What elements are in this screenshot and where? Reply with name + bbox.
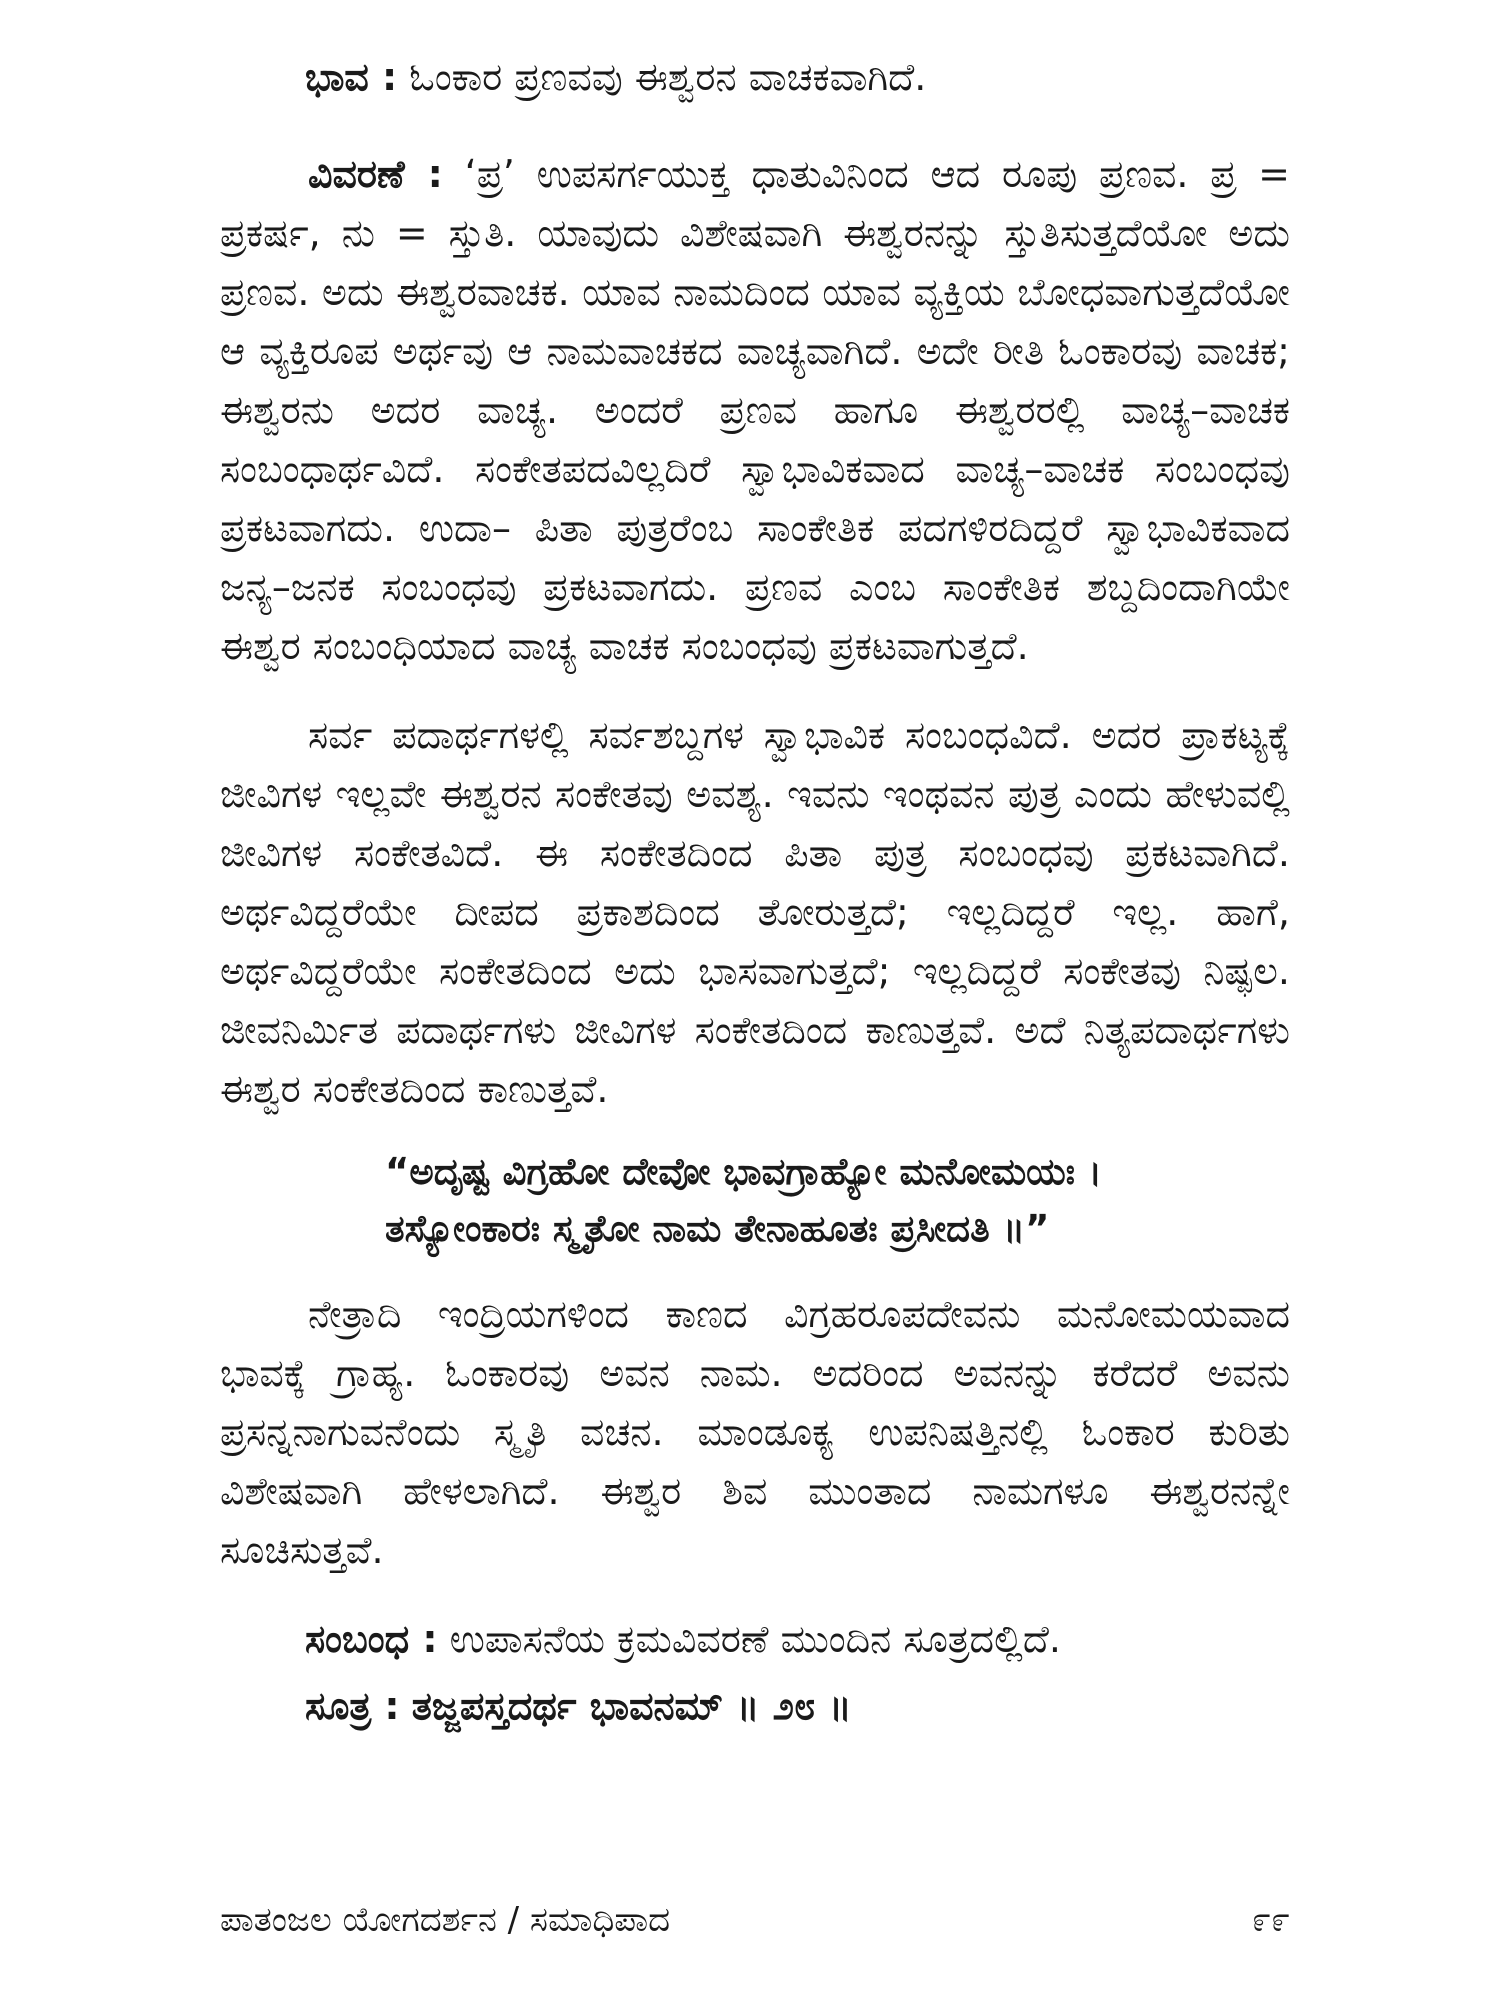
page-footer (220, 1895, 1290, 1945)
vivarane-paragraph (220, 145, 1290, 676)
verse-line-2: ತಸ್ಯೋಂಕಾರಃ ಸ್ಮೃತೋ ನಾಮ ತೇನಾಹೂತಃ ಪ್ರಸೀದತಿ ॥” (385, 1207, 1050, 1250)
page-number: ೯೯ (1251, 1900, 1290, 1940)
body-paragraph-2: ಸರ್ವ ಪದಾರ್ಥಗಳಲ್ಲಿ ಸರ್ವಶಬ್ದಗಳ ಸ್ವಾಭಾವಿಕ ಸಂಬಂಧವಿದೆ. ಅದರ ಪ್ರಾಕಟ್ಯಕ್ಕೆ ಜೀವಿಗಳ ಇಲ್ಲವೇ ಈಶ್ವರನ ಸಂಕೇತವು ಅವಶ್ಯ. ಇವನು ಇಂಥವನ ಪುತ್ರ ಎಂದು ಹೇಳುವಲ್ಲಿ ಜೀವಿಗಳ ಸಂಕೇತವಿದೆ. ಈ ಸಂಕೇತದಿಂದ ಪಿತಾ ಪುತ್ರ ಸಂಬಂಧವು ಪ್ರಕಟವಾಗಿದೆ. ಅರ್ಥವಿದ್ದರೆಯೇ ದೀಪದ ಪ್ರಕಾಶದಿಂದ ತೋರುತ್ತದೆ; ಇಲ್ಲದಿದ್ದರೆ ಇಲ್ಲ. ಹಾಗೆ, ಅರ್ಥವಿದ್ದರೆಯೇ ಸಂಕೇತದಿಂದ ಅದು ಭಾಸವಾಗುತ್ತದೆ; ಇಲ್ಲದಿದ್ದರೆ ಸಂಕೇತವು ನಿಷ್ಫಲ. ಜೀವನಿರ್ಮಿತ ಪದಾರ್ಥಗಳು ಜೀವಿಗಳ ಸಂಕೇತದಿಂದ ಕಾಣುತ್ತವೆ. ಅದೆ ನಿತ್ಯಪದಾರ್ಥಗಳು ಈಶ್ವರ ಸಂಕೇತದಿಂದ ಕಾಣುತ್ತವೆ. (220, 713, 1290, 1111)
sambandha-paragraph (220, 1610, 1290, 1669)
body-paragraph-3: ನೇತ್ರಾದಿ ಇಂದ್ರಿಯಗಳಿಂದ ಕಾಣದ ವಿಗ್ರಹರೂಪದೇವನು ಮನೋಮಯವಾದ ಭಾವಕ್ಕೆ ಗ್ರಾಹ್ಯ. ಓಂಕಾರವು ಅವನ ನಾಮ. ಅದರಿಂದ ಅವನನ್ನು ಕರೆದರೆ ಅವನು ಪ್ರಸನ್ನನಾಗುವನೆಂದು ಸ್ಮೃತಿ ವಚನ. ಮಾಂಡೂಕ್ಯ ಉಪನಿಷತ್ತಿನಲ್ಲಿ ಓಂಕಾರ ಕುರಿತು ವಿಶೇಷವಾಗಿ ಹೇಳಲಾಗಿದೆ. ಈಶ್ವರ ಶಿವ ಮುಂತಾದ ನಾಮಗಳೂ ಈಶ್ವರನನ್ನೇ ಸೂಚಿಸುತ್ತವೆ. (220, 1292, 1290, 1572)
bhava-paragraph (220, 48, 1290, 107)
page-content (220, 48, 1290, 1948)
bhava-text: ಓಂಕಾರ ಪ್ರಣವವು ಈಶ್ವರನ ವಾಚಕವಾಗಿದೆ. (409, 55, 927, 99)
bhava-label: ಭಾವ : (305, 55, 398, 99)
sutra-label: ಸೂತ್ರ : (305, 1684, 400, 1728)
verse-line-1: “ಅದೃಷ್ಟ ವಿಗ್ರಹೋ ದೇವೋ ಭಾವಗ್ರಾಹ್ಯೋ ಮನೋಮಯಃ । (385, 1150, 1102, 1193)
book-title: ಪಾತಂಜಲ ಯೋಗದರ್ಶನ / ಸಮಾಧಿಪಾದ (220, 1900, 671, 1940)
sambandha-label: ಸಂಬಂಧ : (305, 1617, 438, 1661)
sutra-text: ತಜ್ಜಪಸ್ತದರ್ಥ ಭಾವನಮ್ ॥ ೨೮ ॥ (411, 1684, 852, 1728)
sanskrit-verse (220, 1143, 1290, 1257)
sutra-paragraph (220, 1677, 1290, 1736)
sambandha-text: ಉಪಾಸನೆಯ ಕ್ರಮವಿವರಣೆ ಮುಂದಿನ ಸೂತ್ರದಲ್ಲಿದೆ. (449, 1617, 1061, 1661)
vivarane-label: ವಿವರಣೆ : (308, 152, 443, 196)
vivarane-text: ‘ಪ್ರ’ ಉಪಸರ್ಗಯುಕ್ತ ಧಾತುವಿನಿಂದ ಆದ ರೂಪು ಪ್ರಣವ. ಪ್ರ = ಪ್ರಕರ್ಷ, ನು = ಸ್ತುತಿ. ಯಾವುದು ವಿಶೇಷವಾಗಿ ಈಶ್ವರನನ್ನು ಸ್ತುತಿಸುತ್ತದೆಯೋ ಅದು ಪ್ರಣವ. ಅದು ಈಶ್ವರವಾಚಕ. ಯಾವ ನಾಮದಿಂದ ಯಾವ ವ್ಯಕ್ತಿಯ ಬೋಧವಾಗುತ್ತದೆಯೋ ಆ ವ್ಯಕ್ತಿರೂಪ ಅರ್ಥವು ಆ ನಾಮವಾಚಕದ ವಾಚ್ಯವಾಗಿದೆ. ಅದೇ ರೀತಿ ಓಂಕಾರವು ವಾಚಕ; ಈಶ್ವರನು ಅದರ ವಾಚ್ಯ. ಅಂದರೆ ಪ್ರಣವ ಹಾಗೂ ಈಶ್ವರರಲ್ಲಿ ವಾಚ್ಯ–ವಾಚಕ ಸಂಬಂಧಾರ್ಥವಿದೆ. ಸಂಕೇತಪದವಿಲ್ಲದಿರೆ ಸ್ವಾಭಾವಿಕವಾದ ವಾಚ್ಯ–ವಾಚಕ ಸಂಬಂಧವು ಪ್ರಕಟವಾಗದು. ಉದಾ– ಪಿತಾ ಪುತ್ರರೆಂಬ ಸಾಂಕೇತಿಕ ಪದಗಳಿರದಿದ್ದರೆ ಸ್ವಾಭಾವಿಕವಾದ ಜನ್ಯ–ಜನಕ ಸಂಬಂಧವು ಪ್ರಕಟವಾಗದು. ಪ್ರಣವ ಎಂಬ ಸಾಂಕೇತಿಕ ಶಬ್ದದಿಂದಾಗಿಯೇ ಈಶ್ವರ ಸಂಬಂಧಿಯಾದ ವಾಚ್ಯ ವಾಚಕ ಸಂಬಂಧವು ಪ್ರಕಟವಾಗುತ್ತದೆ. (220, 152, 1290, 668)
